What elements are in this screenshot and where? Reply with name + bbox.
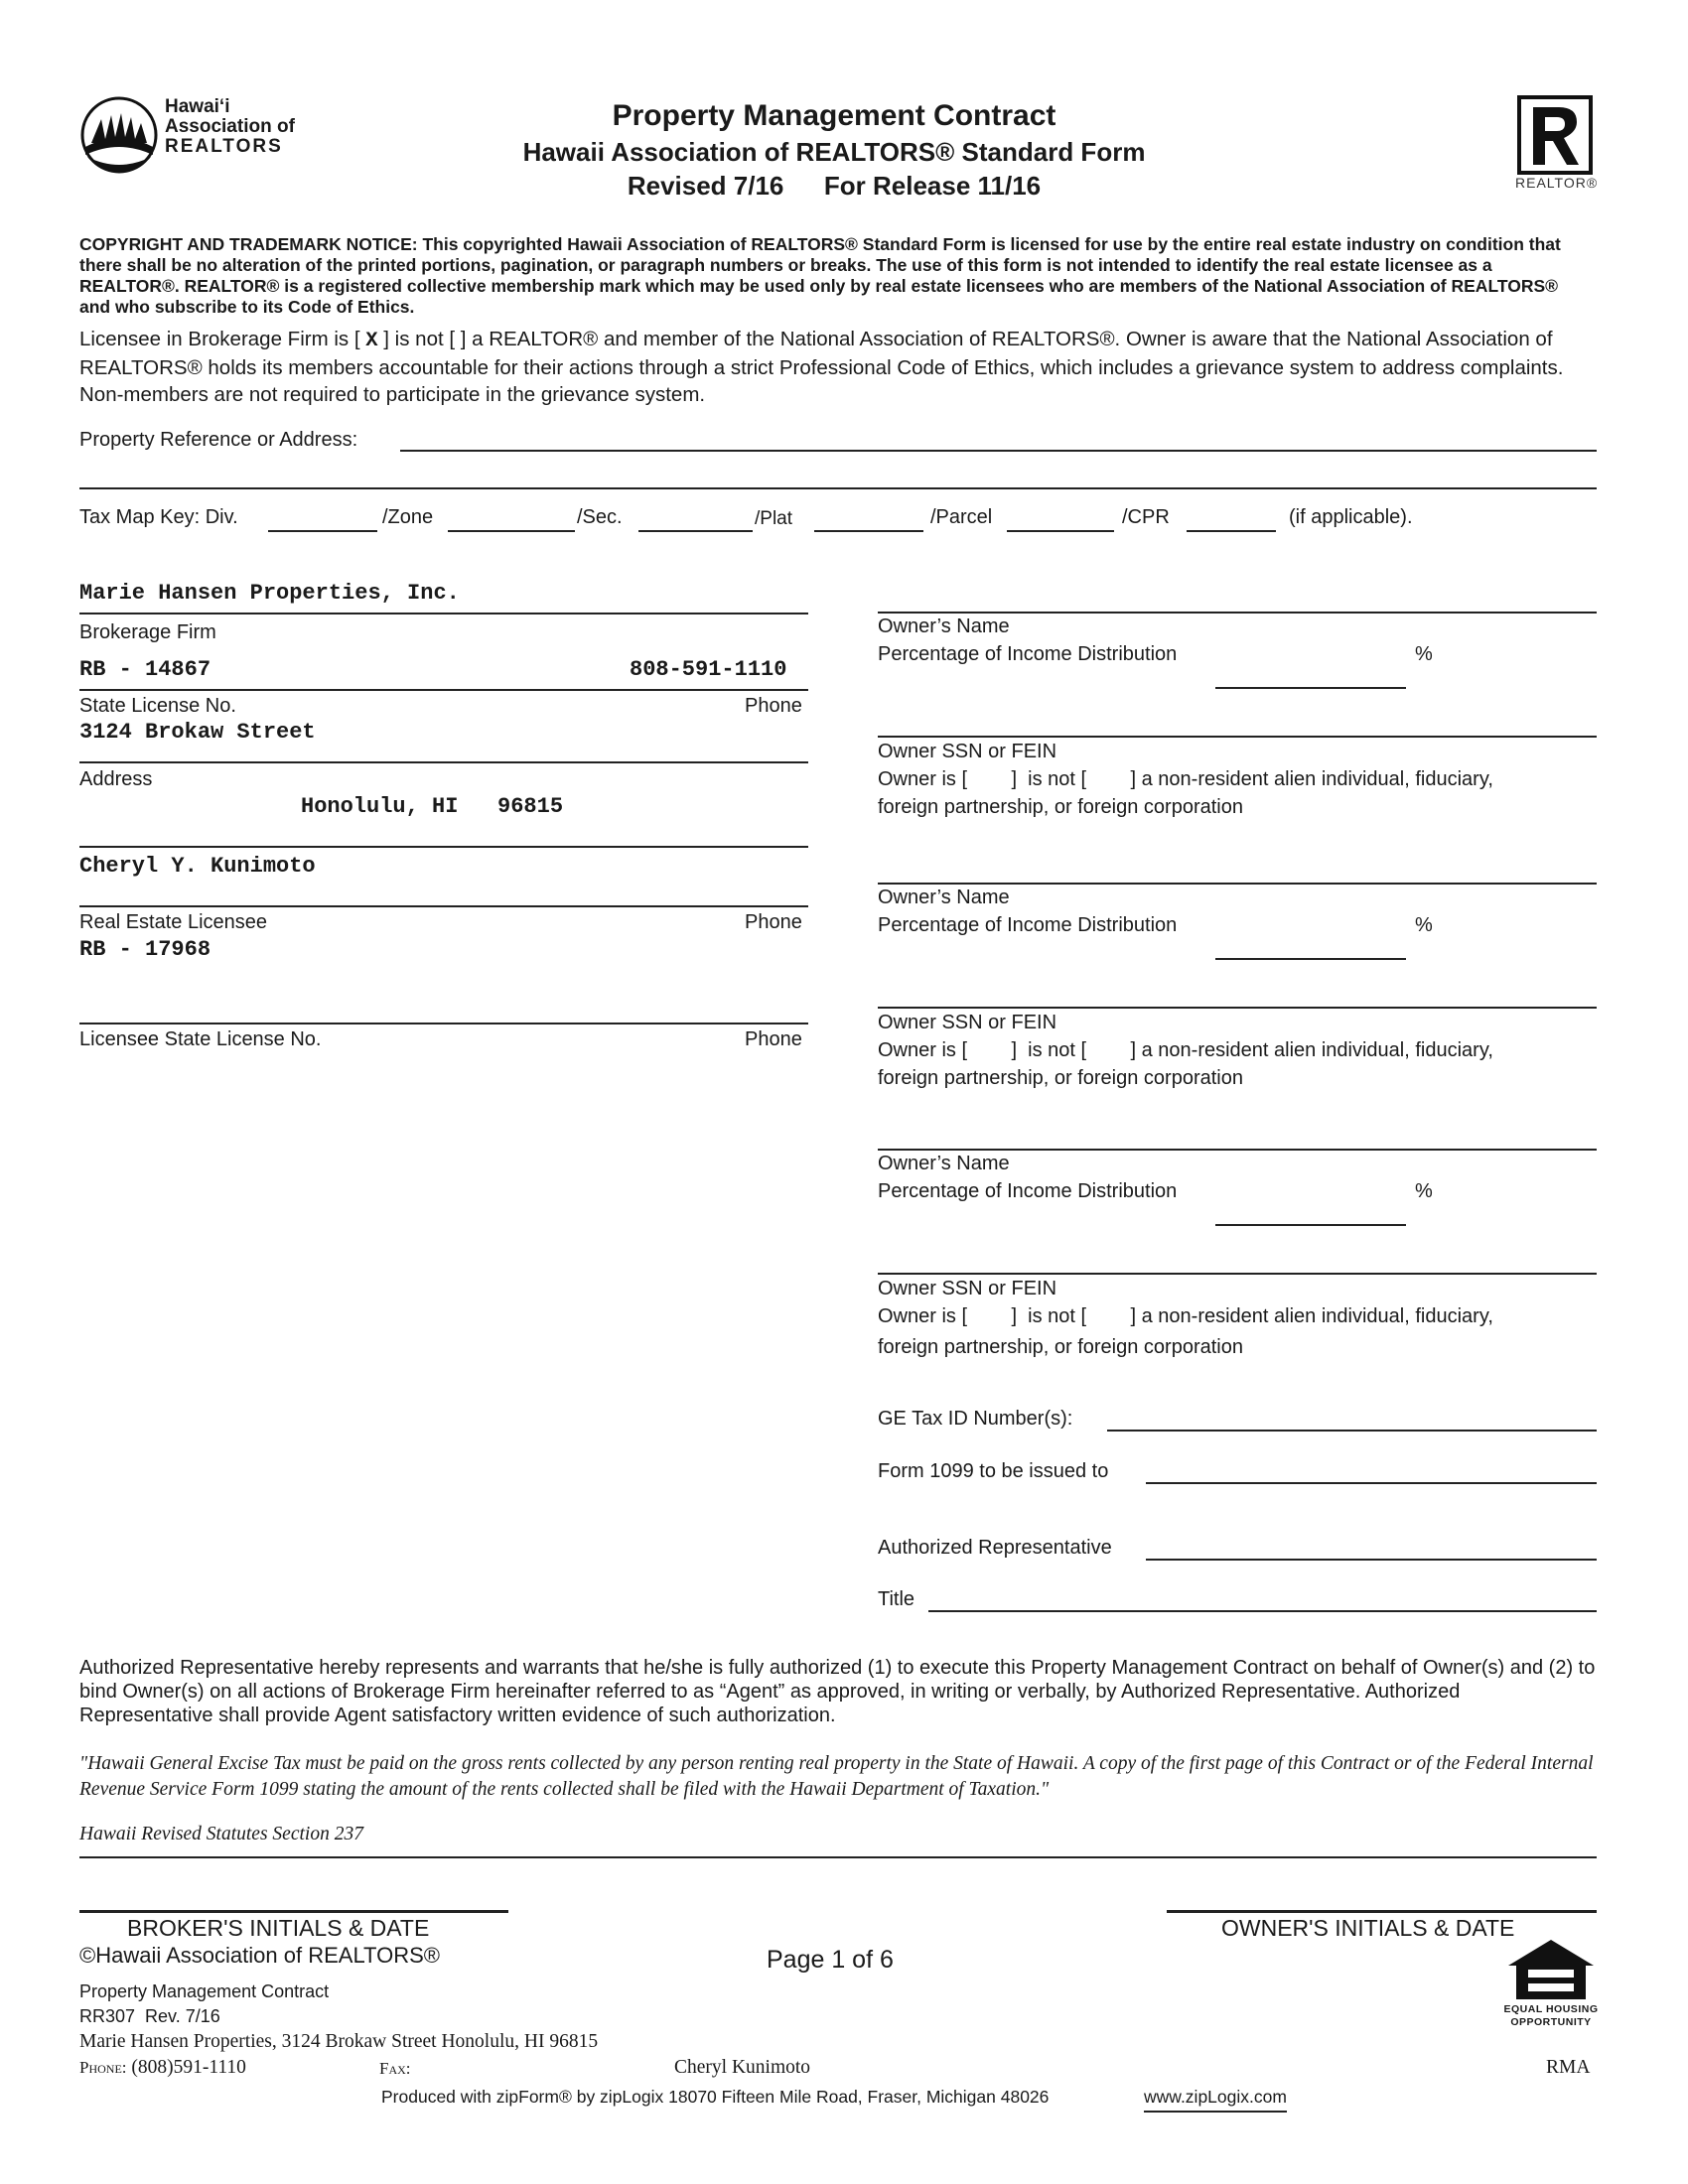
tmk-label: Tax Map Key: Div. <box>79 506 238 528</box>
page-subtitle: Hawaii Association of REALTORS® Standard Form <box>522 137 1146 167</box>
owner-3-name-field[interactable] <box>878 1149 1597 1151</box>
footer-fax-label: Fax: <box>379 2059 411 2078</box>
owner-1-name-label: Owner’s Name <box>878 615 1010 637</box>
owner-1-alien-line-2: foreign partnership, or foreign corporation <box>878 796 1243 818</box>
revision-line <box>447 171 1221 202</box>
tmk-plat-label: /Plat <box>755 508 793 529</box>
footer-agent-name: Cheryl Kunimoto <box>674 2057 811 2078</box>
broker-initials-field[interactable] <box>79 1910 508 1913</box>
brokerage-firm-label: Brokerage Firm <box>79 621 216 643</box>
authorized-rep-field[interactable] <box>1146 1559 1597 1561</box>
tmk-plat-field[interactable] <box>814 530 923 532</box>
title-field[interactable] <box>928 1610 1597 1612</box>
owner-1-pct-sign: % <box>1415 643 1433 665</box>
realtor-mark <box>1515 95 1605 195</box>
real-estate-licensee-label: Real Estate Licensee <box>79 911 268 933</box>
state-license-line <box>79 689 808 691</box>
owner-3-alien-line-1: Owner is [ ] is not [ ] a non-resident alien individual, fiduciary, <box>878 1305 1493 1327</box>
logo-line-1: Hawai‘i <box>165 96 230 117</box>
form-1099-label: Form 1099 to be issued to <box>878 1460 1109 1482</box>
property-address-field[interactable] <box>400 450 1597 452</box>
hawaii-realtors-logo-icon <box>79 95 159 175</box>
licensee-license-value[interactable]: RB - 17968 <box>79 937 211 962</box>
release-date: For Release 11/16 <box>823 171 1042 201</box>
form-1099-field[interactable] <box>1146 1482 1597 1484</box>
real-estate-licensee-line <box>79 905 808 907</box>
broker-address-value[interactable]: 3124 Brokaw Street <box>79 720 316 745</box>
owner-3-pct-field[interactable] <box>1215 1224 1406 1226</box>
owner-1-alien-line-1: Owner is [ ] is not [ ] a non-resident alien individual, fiduciary, <box>878 768 1493 790</box>
footer-phone-value: (808)591-1110 <box>131 2057 246 2078</box>
title-label: Title <box>878 1588 915 1610</box>
ziplogix-link[interactable]: www.zipLogix.com <box>1144 2087 1287 2113</box>
owner-2-pct-field[interactable] <box>1215 958 1406 960</box>
owner-2-alien-line-1: Owner is [ ] is not [ ] a non-resident alien individual, fiduciary, <box>878 1039 1493 1061</box>
brokerage-firm-value[interactable]: Marie Hansen Properties, Inc. <box>79 581 460 606</box>
owner-1-pct-field[interactable] <box>1215 687 1406 689</box>
form-code: RR307 Rev. 7/16 <box>79 2006 220 2026</box>
authorization-text: Authorized Representative hereby represents and warrants that he/she is fully authorized (1) to execute this Property Management Contract on behalf of Owner(s) and (2) to bind Owner(s) on all actions of Brokerage Firm hereinafter referred to as “Agent” as approved, in writing or verbally, by Authorized Representative. Authorized Representative shall provide Agent satisfactory written evidence of such authorization. <box>79 1657 1596 1726</box>
owner-3-ssn-field[interactable] <box>878 1273 1597 1275</box>
footer-phone-label: Phone: <box>79 2058 127 2077</box>
ge-tax-label: GE Tax ID Number(s): <box>878 1408 1073 1430</box>
hawaii-realtors-logo <box>79 95 338 175</box>
tmk-zone-field[interactable] <box>448 530 575 532</box>
tmk-row <box>79 506 1599 536</box>
tmk-cpr-label: /CPR <box>1122 506 1170 528</box>
property-address-label: Property Reference or Address: <box>79 429 358 451</box>
tmk-sec-field[interactable] <box>638 530 753 532</box>
real-estate-licensee-value[interactable]: Cheryl Y. Kunimoto <box>79 854 316 879</box>
owner-3-ssn-label: Owner SSN or FEIN <box>878 1278 1057 1299</box>
owner-2-pct-sign: % <box>1415 914 1433 936</box>
realtor-r-icon <box>1517 95 1593 175</box>
revised-date: Revised 7/16 <box>627 171 784 201</box>
eho-line-1: EQUAL HOUSING <box>1503 2003 1599 2015</box>
owner-1-name-field[interactable] <box>878 612 1597 614</box>
owner-2-alien-line-2: foreign partnership, or foreign corporation <box>878 1067 1243 1089</box>
tmk-div-field[interactable] <box>268 530 377 532</box>
footer-rma: RMA <box>1546 2057 1591 2078</box>
tmk-cpr-field[interactable] <box>1187 530 1276 532</box>
broker-city-value[interactable]: Honolulu, HI 96815 <box>301 794 564 819</box>
logo-line-3: REALTORS <box>165 136 283 157</box>
licensee-phone-label: Phone <box>745 911 802 933</box>
owner-3-name-label: Owner’s Name <box>878 1153 1010 1174</box>
licensee-realtor-mark: X <box>365 330 378 352</box>
tmk-parcel-label: /Parcel <box>930 506 993 528</box>
tmk-parcel-field[interactable] <box>1007 530 1114 532</box>
ge-tax-field[interactable] <box>1107 1430 1597 1432</box>
broker-city-line <box>79 846 808 848</box>
page-title: Property Management Contract <box>612 99 1056 132</box>
excise-tax-quote: "Hawaii General Excise Tax must be paid on the gross rents collected by any person renting real property in the State of Hawaii. A copy of the first page of this Contract or of the Federal Internal Revenue Service Form 1099 stating the amount of the rents collected shall be filed with the Hawaii Department of Taxation." <box>79 1753 1594 1800</box>
owner-initials-field[interactable] <box>1167 1910 1597 1913</box>
owner-initials-label: OWNER'S INITIALS & DATE <box>1221 1915 1515 1941</box>
produced-with: Produced with zipForm® by zipLogix 18070 Fifteen Mile Road, Fraser, Michigan 48026 <box>381 2087 1050 2107</box>
realtor-mark-label: REALTOR® <box>1515 175 1599 191</box>
company-line: Marie Hansen Properties, 3124 Brokaw Street Honolulu, HI 96815 <box>79 2031 599 2052</box>
owner-1-ssn-label: Owner SSN or FEIN <box>878 741 1057 762</box>
footer-copyright: ©Hawaii Association of REALTORS® <box>79 1943 440 1968</box>
state-license-label: State License No. <box>79 695 236 717</box>
owner-1-ssn-field[interactable] <box>878 736 1597 738</box>
tmk-sec-label: /Sec. <box>577 506 623 528</box>
owner-2-name-label: Owner’s Name <box>878 887 1010 908</box>
owner-2-ssn-label: Owner SSN or FEIN <box>878 1012 1057 1033</box>
property-address-field-2[interactable] <box>79 487 1597 489</box>
broker-phone-label: Phone <box>745 695 802 717</box>
owner-1-pct-label: Percentage of Income Distribution <box>878 643 1178 665</box>
statute-divider <box>79 1856 1597 1858</box>
licensee-license-phone-label: Phone <box>745 1028 802 1050</box>
form-name: Property Management Contract <box>79 1981 330 2001</box>
licensee-license-line <box>79 1023 808 1024</box>
copyright-notice: COPYRIGHT AND TRADEMARK NOTICE: This copyrighted Hawaii Association of REALTORS® Standard Form is licensed for use by the entire real estate industry on condition that there shall be no alteration of the printed portions, pagination, or paragraph numbers or breaks. The use of this form is not intended to identify the real estate licensee as a REALTOR®. REALTOR® is a registered collective membership mark which may be used only by real estate licensees who are members of the National Association of REALTORS® and who subscribe to its Code of Ethics. <box>79 234 1561 317</box>
brokerage-firm-line <box>79 613 808 614</box>
broker-address-label: Address <box>79 768 153 790</box>
owner-2-ssn-field[interactable] <box>878 1007 1597 1009</box>
owner-3-pct-label: Percentage of Income Distribution <box>878 1180 1178 1202</box>
owner-3-alien-line-2: foreign partnership, or foreign corporation <box>878 1336 1243 1358</box>
owner-2-pct-label: Percentage of Income Distribution <box>878 914 1178 936</box>
footer-phone <box>79 2057 246 2079</box>
broker-initials-label: BROKER'S INITIALS & DATE <box>127 1915 430 1941</box>
tmk-applicable-label: (if applicable). <box>1289 506 1413 528</box>
logo-line-2: Association of <box>165 116 295 137</box>
state-license-value[interactable]: RB - 14867 <box>79 657 211 682</box>
owner-2-name-field[interactable] <box>878 883 1597 885</box>
equal-housing-logo <box>1501 1938 1601 2037</box>
equal-housing-icon <box>1506 1938 1596 2001</box>
eho-line-2: OPPORTUNITY <box>1510 2016 1592 2028</box>
broker-phone-value[interactable]: 808-591-1110 <box>630 657 787 682</box>
authorized-rep-label: Authorized Representative <box>878 1537 1112 1559</box>
broker-address-line <box>79 761 808 763</box>
owner-3-pct-sign: % <box>1415 1180 1433 1202</box>
licensee-license-label: Licensee State License No. <box>79 1028 322 1050</box>
tmk-zone-label: /Zone <box>382 506 434 528</box>
page-number: Page 1 of 6 <box>767 1946 894 1974</box>
statute-reference: Hawaii Revised Statutes Section 237 <box>79 1824 363 1844</box>
licensee-statement: Licensee in Brokerage Firm is [ X ] is not [ ] a REALTOR® and member of the National Association of REALTORS®. Owner is aware that the National Association of REALTORS® holds its members accountable for their actions through a strict Professional Code of Ethics, which includes a grievance system to address complaints. Non-members are not required to participate in the grievance system. <box>79 328 1564 406</box>
